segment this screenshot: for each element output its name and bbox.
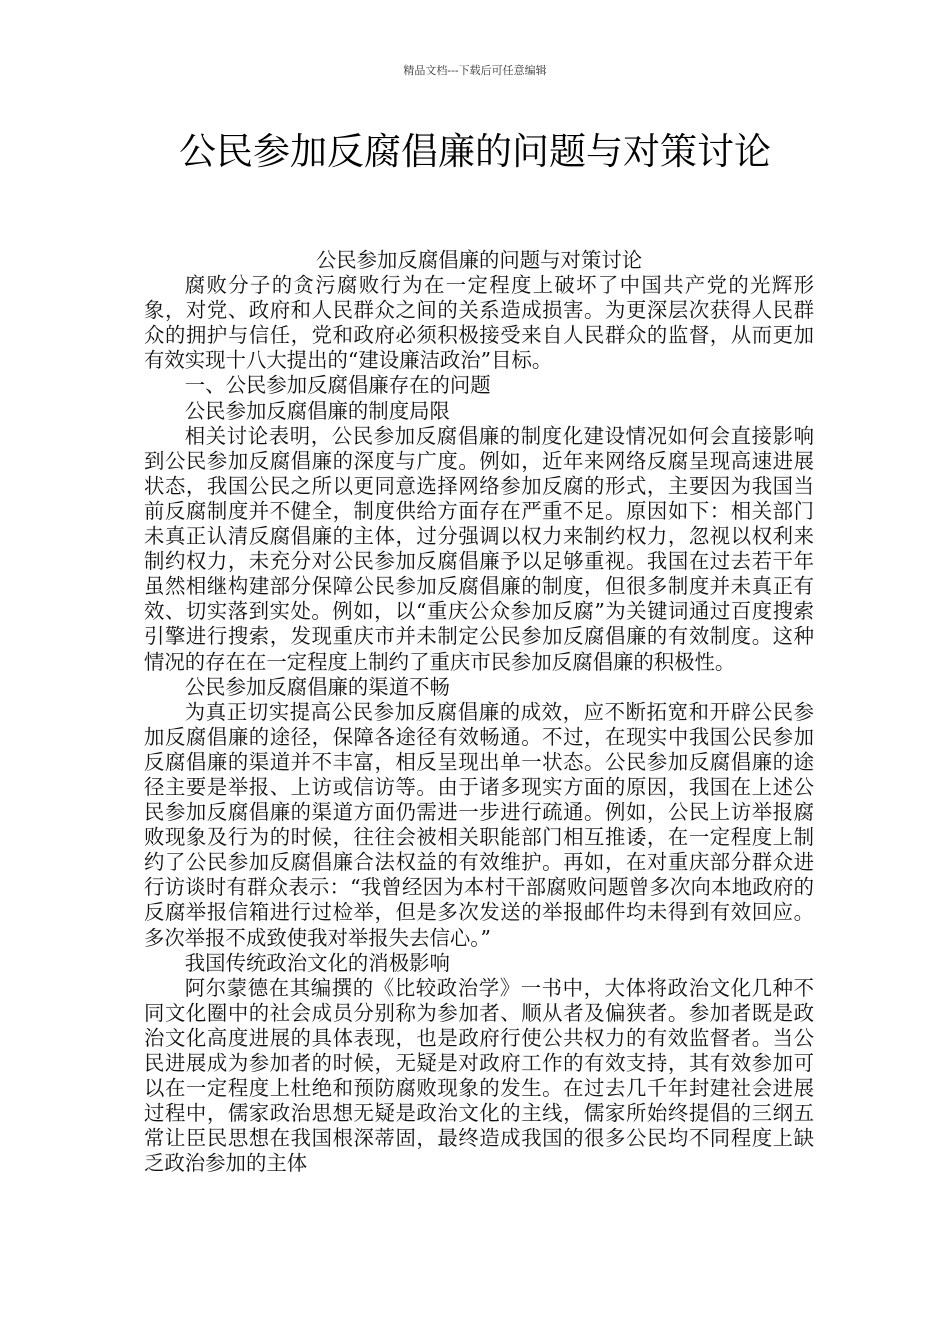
body-paragraph: 阿尔蒙德在其编撰的《比较政治学》一书中，大体将政治文化几种不同文化圈中的社会成员分别称为参加者、顺从者及偏狭者。参加者既是政治文化高度进展的具体表现，也是政府行使公共权力的有效监督者。当公民进展成为参加者的时候，无疑是对政府工作的有效支持，其有效参加可以在一定程度上杜绝和预防腐败现象的发生。在过去几千年封建社会进展过程中，儒家政治思想无疑是政治文化的主线，儒家所始终提倡的三纲五常让臣民思想在我国根深蒂固，最终造成我国的很多公民均不同程度上缺乏政治参加的主体 xyxy=(144,975,814,1176)
body-paragraph: 腐败分子的贪污腐败行为在一定程度上破坏了中国共产党的光辉形象，对党、政府和人民群众之间的关系造成损害。为更深层次获得人民群众的拥护与信任，党和政府必须积极接受来自人民群众的监督，从而更加有效实现十八大提出的“建设廉洁政治”目标。 xyxy=(144,273,814,373)
document-title: 公民参加反腐倡廉的问题与对策讨论 xyxy=(179,130,771,173)
subsection-heading: 我国传统政治文化的消极影响 xyxy=(184,950,450,975)
body-subtitle: 公民参加反腐倡廉的问题与对策讨论 xyxy=(315,248,643,272)
document-body xyxy=(144,248,814,1176)
body-paragraph: 为真正切实提高公民参加反腐倡廉的成效，应不断拓宽和开辟公民参加反腐倡廉的途径，保障各途径有效畅通。不过，在现实中我国公民参加反腐倡廉的渠道并不丰富，相反呈现出单一状态。公民参加反腐倡廉的途径主要是举报、上访或信访等。由于诸多现实方面的原因，我国在上述公民参加反腐倡廉的渠道方面仍需进一步进行疏通。例如，公民上访举报腐败现象及行为的时候，往往会被相关职能部门相互推诿，在一定程度上制约了公民参加反腐倡廉合法权益的有效维护。再如，在对重庆部分群众进行访谈时有群众表示：“我曾经因为本村干部腐败问题曾多次向本地政府的反腐举报信箱进行过检举，但是多次发送的举报邮件均未得到有效回应。多次举报不成致使我对举报失去信心。” xyxy=(144,699,814,950)
section-heading: 一、公民参加反腐倡廉存在的问题 xyxy=(184,373,491,398)
header-note: 精品文档---下载后可任意编辑 xyxy=(403,64,547,77)
subsection-heading: 公民参加反腐倡廉的制度局限 xyxy=(184,398,450,423)
body-paragraph: 相关讨论表明，公民参加反腐倡廉的制度化建设情况如何会直接影响到公民参加反腐倡廉的深度与广度。例如，近年来网络反腐呈现高速进展状态，我国公民之所以更同意选择网络参加反腐的形式，主要因为我国当前反腐制度并不健全，制度供给方面存在严重不足。原因如下：相关部门未真正认清反腐倡廉的主体，过分强调以权力来制约权力，忽视以权利来制约权力，未充分对公民参加反腐倡廉予以足够重视。我国在过去若干年虽然相继构建部分保障公民参加反腐倡廉的制度，但很多制度并未真正有效、切实落到实处。例如，以“重庆公众参加反腐”为关键词通过百度搜索引擎进行搜索，发现重庆市并未制定公民参加反腐倡廉的有效制度。这种情况的存在在一定程度上制约了重庆市民参加反腐倡廉的积极性。 xyxy=(144,423,814,674)
subsection-heading: 公民参加反腐倡廉的渠道不畅 xyxy=(184,674,450,699)
